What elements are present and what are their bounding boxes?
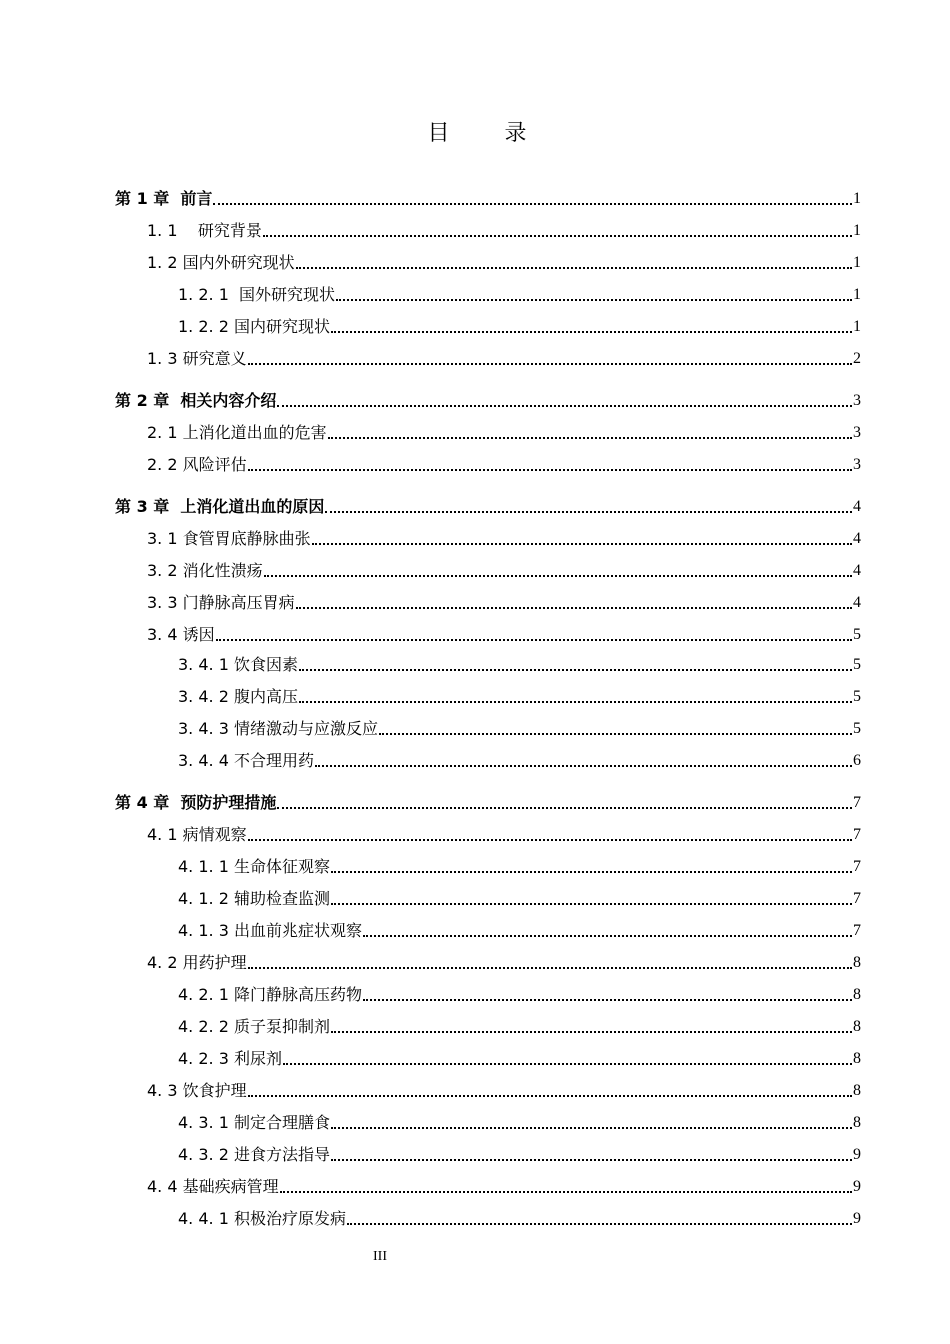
toc-page-number: 1 xyxy=(853,286,861,303)
toc-dot-leader xyxy=(379,733,852,735)
toc-page-number: 8 xyxy=(853,954,861,971)
toc-entry-label: 4. 4 基础疾病管理 xyxy=(147,1177,279,1196)
toc-entry-label: 第 1 章 前言 xyxy=(115,189,213,208)
toc-subsection-entry[interactable] xyxy=(178,651,861,675)
toc-dot-leader xyxy=(363,999,852,1001)
toc-page-number: 8 xyxy=(853,1018,861,1035)
toc-page-number: 3 xyxy=(853,424,861,441)
toc-dot-leader xyxy=(248,1095,852,1097)
toc-subsection-entry[interactable] xyxy=(178,313,861,337)
toc-entry-label: 3. 4 诱因 xyxy=(147,625,215,644)
toc-entry-label: 1. 1 研究背景 xyxy=(147,221,262,240)
toc-section-entry[interactable] xyxy=(147,1173,861,1197)
toc-page-number: 1 xyxy=(853,190,861,207)
toc-entry-label: 3. 4. 2 腹内高压 xyxy=(178,687,298,706)
toc-section-entry[interactable] xyxy=(147,451,861,475)
toc-subsection-entry[interactable] xyxy=(178,853,861,877)
toc-section-entry[interactable] xyxy=(147,1077,861,1101)
toc-subsection-entry[interactable] xyxy=(178,683,861,707)
toc-entry-label: 4. 1. 1 生命体征观察 xyxy=(178,857,330,876)
toc-page-number: 7 xyxy=(853,826,861,843)
toc-dot-leader xyxy=(299,669,852,671)
page-number-footer: III xyxy=(373,1249,387,1264)
toc-dot-leader xyxy=(331,871,852,873)
toc-dot-leader xyxy=(277,405,852,407)
toc-entry-label: 3. 4. 3 情绪激动与应激反应 xyxy=(178,719,378,738)
page-title: 目 录 xyxy=(427,121,551,146)
toc-chapter-entry[interactable] xyxy=(115,493,861,517)
toc-page-number: 5 xyxy=(853,720,861,737)
toc-page-number: 1 xyxy=(853,318,861,335)
toc-dot-leader xyxy=(331,1159,852,1161)
toc-page-number: 4 xyxy=(853,562,861,579)
toc-entry-label: 4. 3. 1 制定合理膳食 xyxy=(178,1113,330,1132)
toc-subsection-entry[interactable] xyxy=(178,981,861,1005)
toc-page-number: 4 xyxy=(853,594,861,611)
toc-entry-label: 3. 4. 1 饮食因素 xyxy=(178,655,298,674)
toc-dot-leader xyxy=(347,1223,852,1225)
toc-dot-leader xyxy=(296,267,852,269)
toc-page-number: 7 xyxy=(853,858,861,875)
toc-dot-leader xyxy=(315,765,852,767)
toc-dot-leader xyxy=(296,607,852,609)
toc-page-number: 1 xyxy=(853,254,861,271)
toc-dot-leader xyxy=(283,1063,852,1065)
toc-entry-label: 1. 2. 1 国外研究现状 xyxy=(178,285,336,304)
toc-section-entry[interactable] xyxy=(147,821,861,845)
toc-dot-leader xyxy=(280,1191,852,1193)
toc-dot-leader xyxy=(331,1031,852,1033)
toc-entry-label: 4. 3 饮食护理 xyxy=(147,1081,247,1100)
toc-entry-label: 1. 3 研究意义 xyxy=(147,349,247,368)
toc-page-number: 5 xyxy=(853,626,861,643)
toc-page-number: 5 xyxy=(853,688,861,705)
toc-section-entry[interactable] xyxy=(147,249,861,273)
toc-entry-label: 1. 2. 2 国内研究现状 xyxy=(178,317,330,336)
toc-chapter-entry[interactable] xyxy=(115,185,861,209)
toc-dot-leader xyxy=(277,807,852,809)
toc-subsection-entry[interactable] xyxy=(178,1045,861,1069)
toc-dot-leader xyxy=(331,1127,852,1129)
toc-page-number: 4 xyxy=(853,530,861,547)
toc-entry-label: 4. 1. 2 辅助检查监测 xyxy=(178,889,330,908)
toc-page-number: 8 xyxy=(853,1082,861,1099)
toc-page-number: 4 xyxy=(853,498,861,515)
toc-section-entry[interactable] xyxy=(147,621,861,645)
toc-subsection-entry[interactable] xyxy=(178,281,861,305)
toc-page-number: 3 xyxy=(853,392,861,409)
toc-section-entry[interactable] xyxy=(147,557,861,581)
toc-page-number: 8 xyxy=(853,1050,861,1067)
toc-entry-label: 第 4 章 预防护理措施 xyxy=(115,793,277,812)
toc-page-number: 6 xyxy=(853,752,861,769)
toc-dot-leader xyxy=(264,575,852,577)
toc-subsection-entry[interactable] xyxy=(178,917,861,941)
toc-section-entry[interactable] xyxy=(147,419,861,443)
toc-page-number: 1 xyxy=(853,222,861,239)
toc-dot-leader xyxy=(248,967,852,969)
toc-page-number: 3 xyxy=(853,456,861,473)
toc-section-entry[interactable] xyxy=(147,949,861,973)
toc-subsection-entry[interactable] xyxy=(178,885,861,909)
toc-dot-leader xyxy=(299,701,852,703)
toc-section-entry[interactable] xyxy=(147,589,861,613)
toc-subsection-entry[interactable] xyxy=(178,1205,861,1229)
toc-page-number: 8 xyxy=(853,1114,861,1131)
toc-page-number: 9 xyxy=(853,1146,861,1163)
toc-subsection-entry[interactable] xyxy=(178,747,861,771)
toc-entry-label: 第 3 章 上消化道出血的原因 xyxy=(115,497,325,516)
toc-entry-label: 3. 4. 4 不合理用药 xyxy=(178,751,314,770)
toc-entry-label: 1. 2 国内外研究现状 xyxy=(147,253,295,272)
toc-page-number: 7 xyxy=(853,890,861,907)
toc-entry-label: 3. 1 食管胃底静脉曲张 xyxy=(147,529,311,548)
toc-page-number: 5 xyxy=(853,656,861,673)
toc-entry-label: 3. 2 消化性溃疡 xyxy=(147,561,263,580)
toc-chapter-entry[interactable] xyxy=(115,789,861,813)
toc-entry-label: 4. 1. 3 出血前兆症状观察 xyxy=(178,921,362,940)
toc-page-number: 7 xyxy=(853,922,861,939)
toc-dot-leader xyxy=(263,235,852,237)
toc-chapter-entry[interactable] xyxy=(115,387,861,411)
toc-entry-label: 4. 1 病情观察 xyxy=(147,825,247,844)
toc-entry-label: 2. 2 风险评估 xyxy=(147,455,247,474)
toc-entry-label: 4. 2. 2 质子泵抑制剂 xyxy=(178,1017,330,1036)
toc-section-entry[interactable] xyxy=(147,217,861,241)
toc-dot-leader xyxy=(213,203,852,205)
toc-dot-leader xyxy=(336,299,852,301)
toc-entry-label: 2. 1 上消化道出血的危害 xyxy=(147,423,327,442)
toc-dot-leader xyxy=(312,543,852,545)
toc-page-number: 2 xyxy=(853,350,861,367)
toc-entry-label: 第 2 章 相关内容介绍 xyxy=(115,391,277,410)
toc-dot-leader xyxy=(331,331,852,333)
toc-page-number: 9 xyxy=(853,1210,861,1227)
toc-entry-label: 4. 2. 1 降门静脉高压药物 xyxy=(178,985,362,1004)
toc-subsection-entry[interactable] xyxy=(178,1141,861,1165)
toc-page-number: 9 xyxy=(853,1178,861,1195)
toc-entry-label: 3. 3 门静脉高压胃病 xyxy=(147,593,295,612)
toc-subsection-entry[interactable] xyxy=(178,715,861,739)
toc-dot-leader xyxy=(328,437,852,439)
toc-dot-leader xyxy=(325,511,852,513)
toc-entry-label: 4. 2. 3 利尿剂 xyxy=(178,1049,282,1068)
toc-page-number: 7 xyxy=(853,794,861,811)
toc-entry-label: 4. 4. 1 积极治疗原发病 xyxy=(178,1209,346,1228)
toc-dot-leader xyxy=(216,639,852,641)
toc-subsection-entry[interactable] xyxy=(178,1013,861,1037)
toc-section-entry[interactable] xyxy=(147,345,861,369)
toc-dot-leader xyxy=(248,839,852,841)
toc-section-entry[interactable] xyxy=(147,525,861,549)
toc-dot-leader xyxy=(248,469,852,471)
toc-subsection-entry[interactable] xyxy=(178,1109,861,1133)
toc-entry-label: 4. 2 用药护理 xyxy=(147,953,247,972)
toc-page-number: 8 xyxy=(853,986,861,1003)
toc-dot-leader xyxy=(331,903,852,905)
toc-entry-label: 4. 3. 2 进食方法指导 xyxy=(178,1145,330,1164)
toc-dot-leader xyxy=(248,363,852,365)
toc-dot-leader xyxy=(363,935,852,937)
